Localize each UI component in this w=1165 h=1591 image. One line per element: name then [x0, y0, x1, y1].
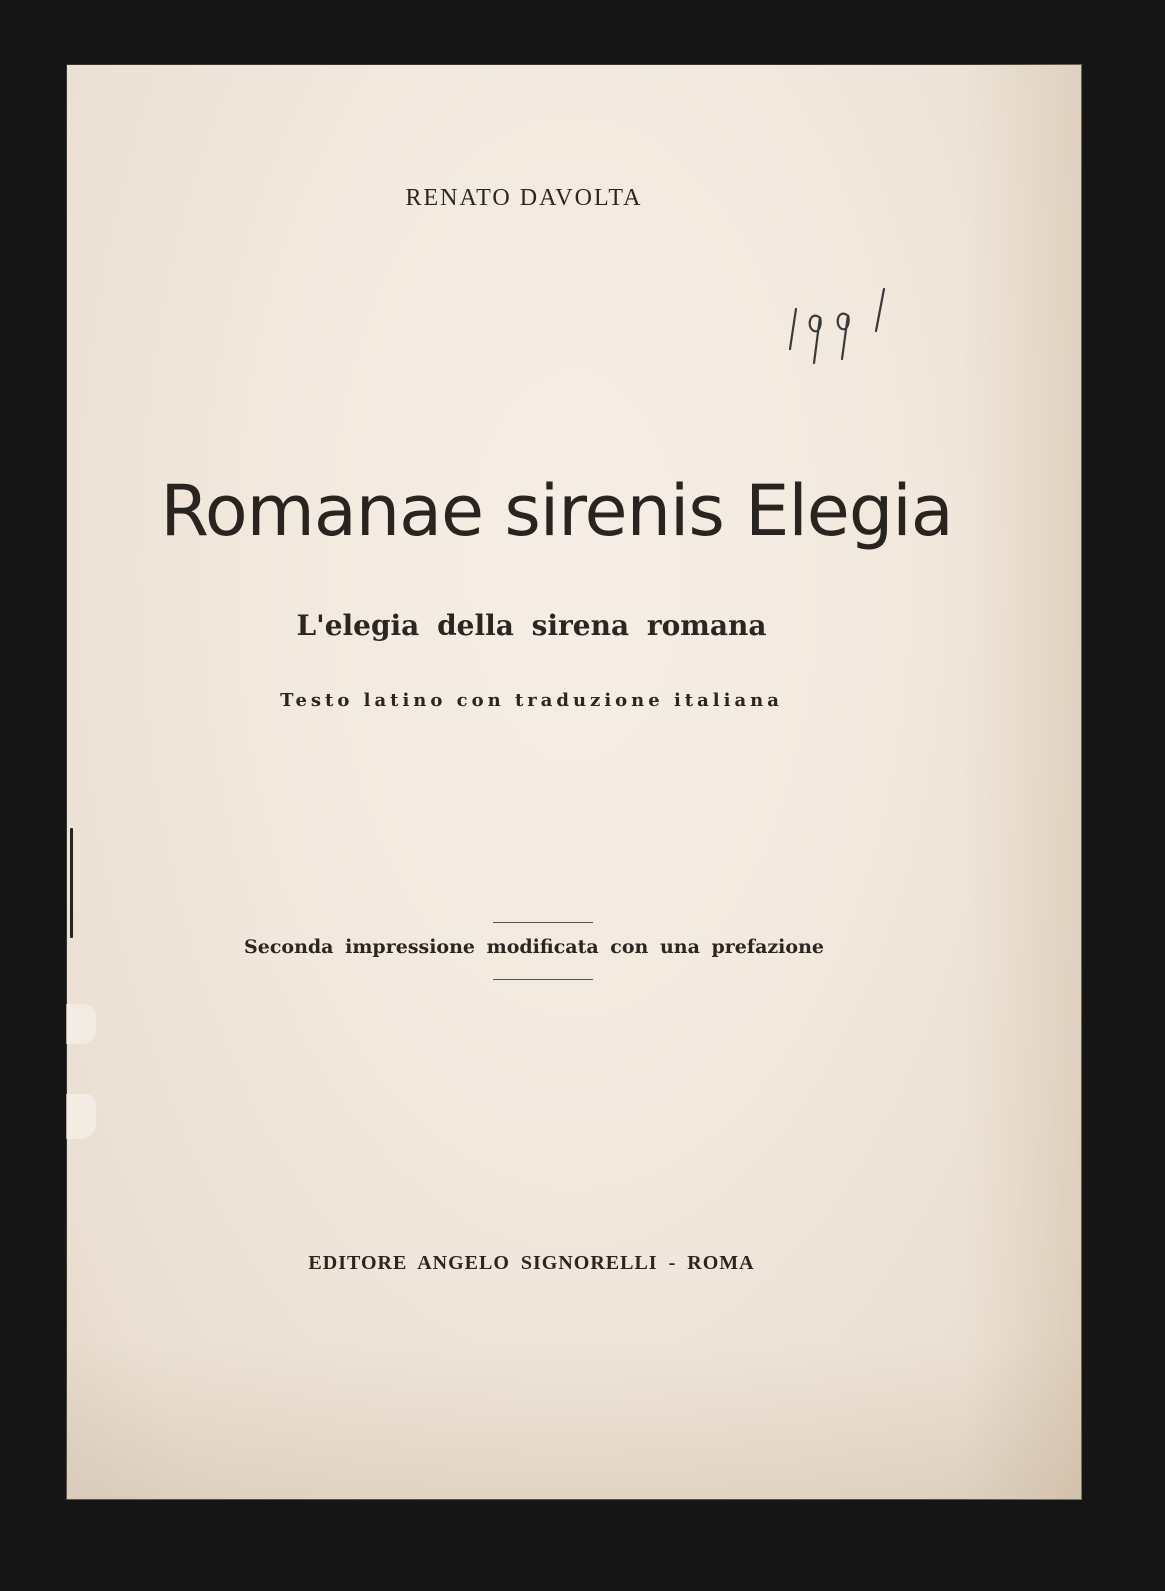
- paper-tear: [66, 1004, 96, 1044]
- book-subtitle: L'elegia della sirena romana: [296, 609, 767, 642]
- edition-note: Seconda impressione modificata con una prefazione: [244, 936, 824, 958]
- divider-top: [493, 922, 593, 923]
- binding-staple: [70, 828, 73, 938]
- book-description: Testo latino con traduzione italiana: [280, 690, 783, 711]
- handwritten-note: [784, 287, 894, 369]
- publisher-imprint: EDITORE ANGELO SIGNORELLI - ROMA: [308, 1252, 755, 1274]
- book-cover: [66, 64, 1082, 1500]
- paper-tear: [66, 1094, 96, 1139]
- divider-bottom: [493, 979, 593, 980]
- author-name: RENATO DAVOLTA: [405, 185, 643, 211]
- book-title: Romanae sirenis Elegia: [160, 470, 953, 552]
